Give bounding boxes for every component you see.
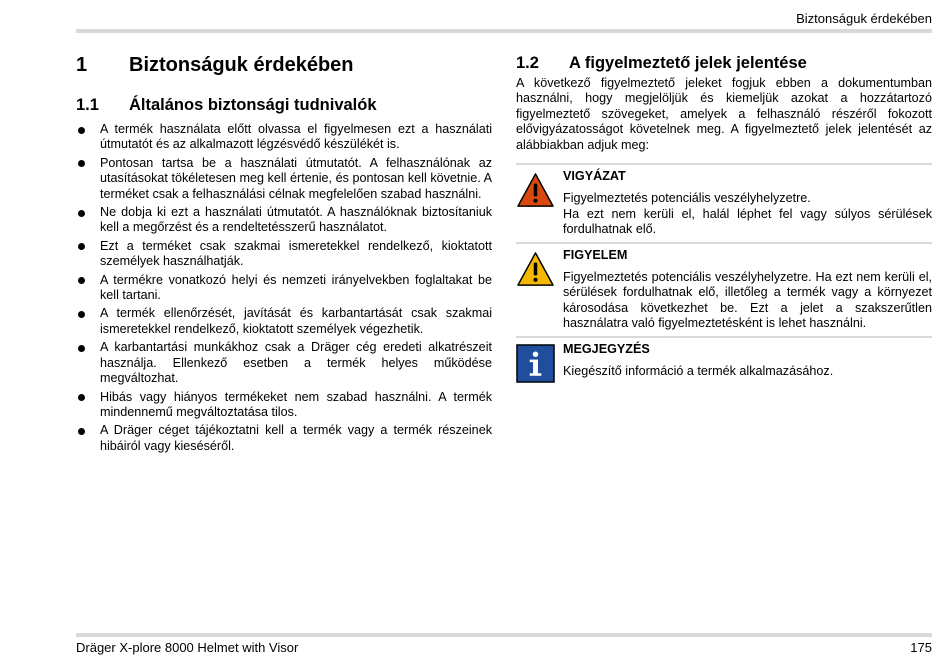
section-number: 1.1 xyxy=(76,96,99,114)
bullet-text: A karbantartási munkákhoz csak a Dräger cég eredeti alkatrészeit használja. Ellenkező esetben a termék helyes működése megváltozhat. xyxy=(100,340,492,386)
safety-bullet-list xyxy=(76,122,492,454)
bullet-text: A Dräger céget tájékoztatni kell a termék vagy a termék részeinek hibáiról vagy kieséséről. xyxy=(100,423,492,453)
bullet-icon xyxy=(78,311,85,318)
bullet-text: A termék használata előtt olvassa el figyelmesen ezt a használati útmutatót és az alkalmazott légzésvédő készülékét is. xyxy=(100,122,492,152)
section-title: Általános biztonsági tudnivalók xyxy=(129,96,377,114)
bullet-icon xyxy=(78,277,85,284)
bullet-icon xyxy=(78,428,85,435)
chapter-title: Biztonságuk érdekében xyxy=(129,54,354,76)
notice-line: Ha ezt nem kerüli el, halál léphet fel vagy súlyos sérülések fordulhatnak elő. xyxy=(563,206,932,237)
notice-text xyxy=(563,191,932,237)
bullet-item xyxy=(76,390,492,421)
bullet-item xyxy=(76,205,492,236)
notice-line: Kiegészítő információ a termék alkalmazásához. xyxy=(563,364,834,379)
bullet-text: A termékre vonatkozó helyi és nemzeti irányelvekben foglaltakat be kell tartani. xyxy=(100,272,492,303)
notice-warning xyxy=(516,163,932,242)
bullet-text: Hibás vagy hiányos termékeket nem szabad használni. A termék mindennemű megváltoztatása tilos. xyxy=(100,389,492,419)
bullet-item xyxy=(76,239,492,270)
bullet-text: Pontosan tartsa be a használati útmutatót. A felhasználónak az utasításokat tökéletesen meg kell értenie, és pontosan kell követnie. A terméket csak a felhasználási célnak megfelelően szabad használni. xyxy=(100,155,492,201)
right-column xyxy=(516,52,932,384)
signals-intro: A következő figyelmeztető jeleket fogjuk ebben a dokumentumban használni, hogy megjelöljük és kiemeljük azokat a hozzátartozó figyelmeztető szövegeket, amelyek a felhasználó részéről fokozott elővigyázatosságot követelnek meg. A figyelmeztető jelek jelentését az alábbiakban adjuk meg: xyxy=(516,76,932,152)
warning-triangle-icon xyxy=(516,171,555,210)
notice-text xyxy=(563,364,932,379)
bullet-text: Ezt a terméket csak szakmai ismeretekkel rendelkező, kioktatott személyek használhatják. xyxy=(100,238,492,269)
notice-line: Figyelmeztetés potenciális veszélyhelyzetre. Ha ezt nem kerüli el, sérülések fordulhatnak elő, illetőleg a termék vagy a környezet károsodása következhet be. Ezt a jelet a szakszerűtlen használatra való figyelmeztetésként is lehet használni. xyxy=(563,270,932,331)
bullet-text: Ne dobja ki ezt a használati útmutatót. A használóknak biztosítaniuk kell a megőrzést és a rendeltetésszerű használatot. xyxy=(100,205,492,235)
notice-title: VIGYÁZAT xyxy=(563,169,626,184)
bullet-item xyxy=(76,273,492,304)
notice-title: FIGYELEM xyxy=(563,247,628,262)
caution-triangle-icon xyxy=(516,250,555,289)
bullet-icon xyxy=(78,345,85,352)
info-icon xyxy=(516,344,555,383)
page-number: 175 xyxy=(910,640,932,655)
bullet-icon xyxy=(78,243,85,250)
bullet-item xyxy=(76,122,492,153)
bullet-item xyxy=(76,340,492,386)
notice-caution xyxy=(516,242,932,336)
footer-rule xyxy=(76,633,932,637)
section-heading-signals xyxy=(516,52,932,74)
footer-product: Dräger X-plore 8000 Helmet with Visor xyxy=(76,640,299,655)
bullet-icon xyxy=(78,210,85,217)
bullet-icon xyxy=(78,394,85,401)
bullet-item xyxy=(76,423,492,454)
running-header: Biztonságuk érdekében xyxy=(796,11,932,26)
notice-line: Figyelmeztetés potenciális veszélyhelyzetre. xyxy=(563,191,811,206)
bullet-icon xyxy=(78,127,85,134)
bullet-item xyxy=(76,306,492,337)
notice-note xyxy=(516,336,932,384)
notice-text xyxy=(563,270,932,332)
header-rule xyxy=(76,29,932,33)
bullet-item xyxy=(76,156,492,202)
bullet-text: A termék ellenőrzését, javítását és karbantartását csak szakmai ismeretekkel rendelkező, kioktatott személyek végezhetik. xyxy=(100,306,492,336)
left-column xyxy=(76,52,492,457)
chapter-heading xyxy=(76,52,492,78)
chapter-number: 1 xyxy=(76,54,88,76)
section-title: A figyelmeztető jelek jelentése xyxy=(569,54,807,72)
section-number: 1.2 xyxy=(516,54,539,72)
notice-title: MEGJEGYZÉS xyxy=(563,341,650,356)
section-heading-general xyxy=(76,94,492,116)
bullet-icon xyxy=(78,160,85,167)
